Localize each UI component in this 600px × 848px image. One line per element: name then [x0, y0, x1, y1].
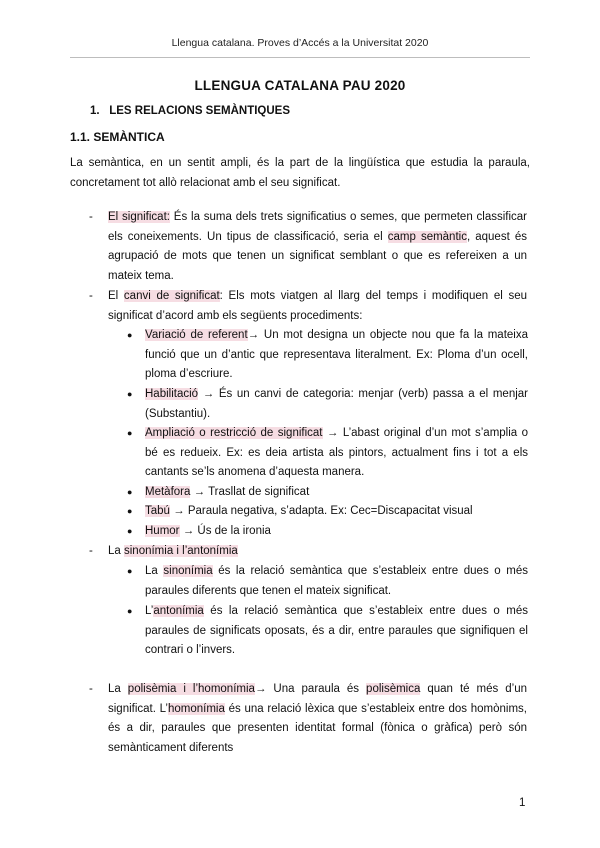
header-divider	[70, 57, 530, 58]
body-text: → Ús de la ironia	[179, 525, 271, 537]
bullet-marker: ●	[127, 526, 133, 536]
body-text: El	[108, 290, 124, 302]
body-text: és la relació semàntica que s’estableix entre dues o més paraules diferents que tenen el mateix significat.	[145, 565, 528, 597]
term-highlight: sinonímia	[163, 565, 213, 577]
dash-marker: -	[89, 683, 93, 695]
dash-marker: -	[89, 545, 93, 557]
bullet-text	[145, 424, 528, 483]
bullet-marker: ●	[127, 428, 133, 438]
bullet-marker: ●	[127, 389, 133, 399]
term-highlight: Humor	[145, 525, 180, 537]
subsection-heading-1-1: 1.1. SEMÀNTICA	[70, 130, 165, 144]
bullet-text	[145, 502, 528, 522]
body-text: L’	[145, 605, 154, 617]
term-highlight: Tabú	[145, 505, 170, 517]
term-highlight: El significat:	[108, 211, 170, 223]
term-highlight: Habilitació	[145, 388, 199, 400]
bullet-text	[145, 385, 528, 424]
bullet-marker: ●	[127, 506, 133, 516]
term-highlight: sinonímia i l’antonímia	[124, 545, 238, 557]
list-item-text	[108, 680, 527, 758]
list-item-text	[108, 287, 527, 326]
list-item-text	[108, 208, 527, 286]
term-highlight: canvi de significat	[123, 290, 220, 302]
bullet-marker: ●	[127, 487, 133, 497]
body-text: és la relació semàntica que s’estableix entre dues o més paraules de significats oposats, és a dir, entre paraules que signifiquen el contrari o l’invers.	[145, 605, 528, 656]
document-title: LLENGUA CATALANA PAU 2020	[194, 78, 406, 93]
section-number: 1.	[90, 105, 100, 117]
intro-paragraph: La semàntica, en un sentit ampli, és la part de la lingüística que estudia la paraula, concretament tot allò relacionat amb el seu significat.	[70, 157, 530, 189]
body-text: La	[108, 683, 128, 695]
bullet-text	[145, 483, 528, 503]
term-highlight: Ampliació o restricció de significat	[145, 427, 323, 439]
term-highlight: Variació de referent	[145, 329, 248, 341]
bullet-marker: ●	[127, 330, 133, 340]
term-highlight: polisèmica	[366, 683, 421, 695]
list-item-text	[108, 542, 527, 562]
section-heading-1	[90, 105, 290, 117]
body-text: És la suma dels trets significatius o semes, que permeten classificar els coneixements. Un tipus de classificació, seria el	[108, 211, 528, 243]
body-text: és una relació lèxica que s’estableix entre dos homònims, és a dir, paraules que presenten identitat formal (fònica o gràfica) però són semànticament diferents	[108, 702, 527, 754]
bullet-text	[145, 602, 528, 661]
bullet-text	[145, 326, 528, 385]
term-highlight: Metàfora	[145, 486, 191, 498]
body-text: La	[108, 545, 124, 557]
body-text: → És un canvi de categoria: menjar (verb) passa a el menjar (Substantiu).	[145, 388, 528, 420]
body-text: La	[145, 565, 164, 577]
body-text: → L’abast original d’un mot s’amplia o bé es redueix. Ex: es deia artista als pintors, actualment fins i tot a els cantants se’ls anomena d’aquesta manera.	[145, 427, 528, 478]
bullet-marker: ●	[127, 606, 133, 616]
running-header: Llengua catalana. Proves d’Accés a la Universitat 2020	[171, 37, 429, 49]
body-text: , aquest és agrupació de mots que tenen un significat semblant o que es refereixen a un mateix tema.	[108, 230, 528, 282]
bullet-text	[145, 522, 528, 542]
body-text: → Paraula negativa, s’adapta. Ex: Cec=Discapacitat visual	[169, 505, 473, 517]
term-highlight: antonímia	[153, 605, 204, 617]
body-text: → Una paraula és	[254, 683, 367, 695]
bullet-text	[145, 562, 528, 601]
body-text: → Trasllat de significat	[190, 486, 310, 498]
term-highlight: homonímia	[168, 702, 225, 715]
body-text: : Els mots viatgen al llarg del temps i modifiquen el seu significat d’acord amb els següents procediments:	[108, 290, 527, 322]
body-text: → Un mot designa un objecte nou que fa la mateixa funció que un d’antic que representava literalment. Ex: Ploma d’un ocell, ploma d’escriure.	[145, 329, 528, 380]
section-label: LES RELACIONS SEMÀNTIQUES	[109, 105, 291, 117]
page-number: 1	[519, 797, 526, 809]
dash-marker: -	[89, 211, 93, 223]
dash-marker: -	[89, 290, 93, 302]
term-highlight: camp semàntic	[387, 230, 467, 243]
bullet-marker: ●	[127, 566, 133, 576]
term-highlight: polisèmia i l’homonímia	[127, 683, 255, 695]
body-text: quan té més d’un significat. L’	[108, 683, 528, 715]
